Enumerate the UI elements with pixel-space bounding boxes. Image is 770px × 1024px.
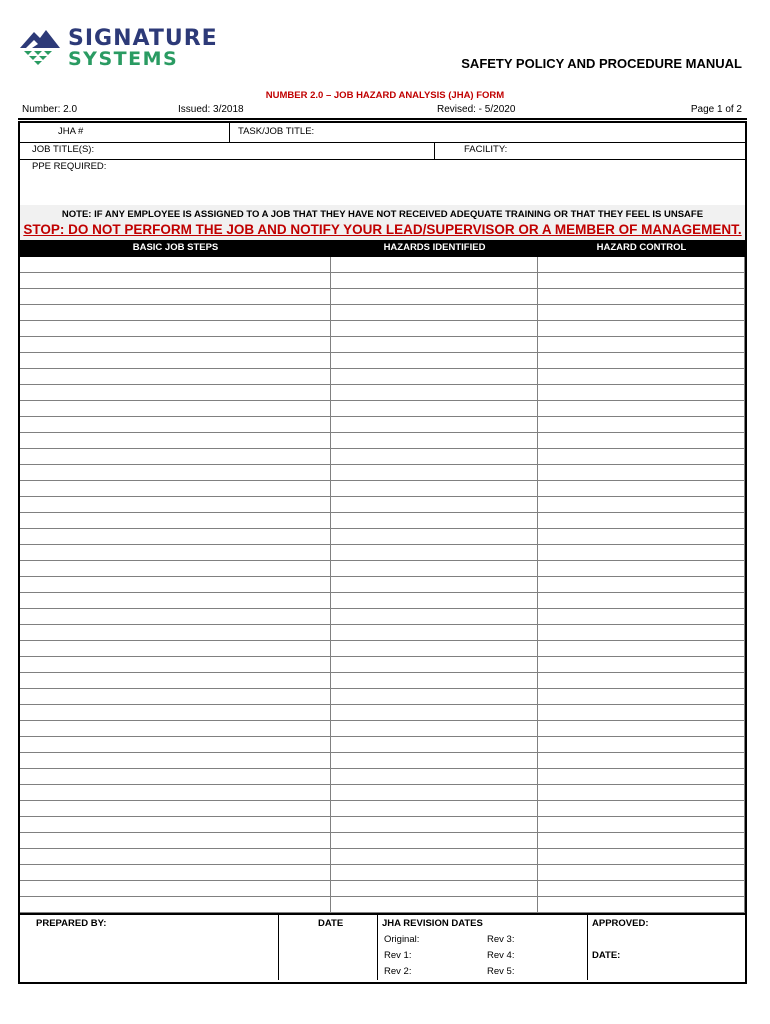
table-row — [20, 689, 745, 705]
job-step-cell[interactable] — [20, 417, 331, 433]
hazard-cell[interactable] — [331, 721, 538, 737]
table-row — [20, 833, 745, 849]
job-step-cell[interactable] — [20, 289, 331, 305]
hazard-cell[interactable] — [331, 689, 538, 705]
table-row — [20, 545, 745, 561]
job-titles-field[interactable] — [20, 141, 432, 157]
control-cell[interactable] — [538, 705, 745, 721]
job-step-cell[interactable] — [20, 849, 331, 865]
job-step-cell[interactable] — [20, 641, 331, 657]
hazard-cell[interactable] — [331, 465, 538, 481]
table-row — [20, 673, 745, 689]
table-row — [20, 353, 745, 369]
hazard-cell[interactable] — [331, 705, 538, 721]
hazard-cell[interactable] — [331, 321, 538, 337]
revision-rev4: Rev 4: — [487, 950, 515, 961]
control-cell[interactable] — [538, 689, 745, 705]
table-row — [20, 593, 745, 609]
hazard-cell[interactable] — [331, 785, 538, 801]
control-cell[interactable] — [538, 337, 745, 353]
doc-issued: Issued: 3/2018 — [178, 104, 244, 115]
job-step-cell[interactable] — [20, 705, 331, 721]
revision-rev3: Rev 3: — [487, 934, 515, 945]
control-cell[interactable] — [538, 449, 745, 465]
control-cell[interactable] — [538, 833, 745, 849]
control-cell[interactable] — [538, 897, 745, 913]
control-cell[interactable] — [538, 465, 745, 481]
control-cell[interactable] — [538, 433, 745, 449]
control-cell[interactable] — [538, 497, 745, 513]
control-cell[interactable] — [538, 305, 745, 321]
job-step-cell[interactable] — [20, 321, 331, 337]
revision-original: Original: — [384, 934, 420, 945]
hazard-cell[interactable] — [331, 417, 538, 433]
prepared-by-label: PREPARED BY: — [36, 918, 107, 929]
hazard-cell[interactable] — [331, 497, 538, 513]
control-cell[interactable] — [538, 737, 745, 753]
control-cell[interactable] — [538, 401, 745, 417]
job-step-cell[interactable] — [20, 833, 331, 849]
job-titles-label: JOB TITLE(S): — [32, 144, 95, 155]
job-step-cell[interactable] — [20, 497, 331, 513]
doc-number: Number: 2.0 — [22, 104, 78, 115]
control-cell[interactable] — [538, 753, 745, 769]
hazard-cell[interactable] — [331, 881, 538, 897]
date-label: DATE — [318, 918, 344, 929]
job-step-cell[interactable] — [20, 305, 331, 321]
job-step-cell[interactable] — [20, 273, 331, 289]
table-row — [20, 657, 745, 673]
stop-warning: STOP: DO NOT PERFORM THE JOB AND NOTIFY YOUR LEAD/SUPERVISOR OR A MEMBER OF MANAGEMENT. — [23, 222, 742, 237]
hazard-cell[interactable] — [331, 289, 538, 305]
table-row — [20, 721, 745, 737]
job-step-cell[interactable] — [20, 385, 331, 401]
job-step-cell[interactable] — [20, 577, 331, 593]
table-row — [20, 513, 745, 529]
hazard-cell[interactable] — [331, 353, 538, 369]
hazard-cell[interactable] — [331, 753, 538, 769]
table-row — [20, 289, 745, 305]
job-step-cell[interactable] — [20, 737, 331, 753]
control-cell[interactable] — [538, 481, 745, 497]
job-step-cell[interactable] — [20, 401, 331, 417]
table-row — [20, 369, 745, 385]
job-step-cell[interactable] — [20, 657, 331, 673]
table-row — [20, 737, 745, 753]
hazard-cell[interactable] — [331, 561, 538, 577]
jha-number-field[interactable] — [20, 123, 227, 140]
job-step-cell[interactable] — [20, 337, 331, 353]
table-row — [20, 753, 745, 769]
hazard-cell[interactable] — [331, 401, 538, 417]
hazard-cell[interactable] — [331, 385, 538, 401]
control-cell[interactable] — [538, 289, 745, 305]
ppe-required-label: PPE REQUIRED: — [32, 161, 107, 172]
table-row — [20, 801, 745, 817]
control-cell[interactable] — [538, 785, 745, 801]
ppe-required-field[interactable] — [20, 158, 743, 204]
approved-date-field[interactable] — [588, 962, 743, 979]
approved-field[interactable] — [588, 929, 743, 947]
control-cell[interactable] — [538, 673, 745, 689]
table-row — [20, 433, 745, 449]
hazard-cell[interactable] — [331, 737, 538, 753]
table-row — [20, 497, 745, 513]
mountain-logo-icon — [18, 26, 62, 66]
control-cell[interactable] — [538, 593, 745, 609]
table-row — [20, 385, 745, 401]
job-step-cell[interactable] — [20, 465, 331, 481]
prepared-by-field[interactable] — [20, 929, 276, 979]
control-cell[interactable] — [538, 625, 745, 641]
form-number-title: NUMBER 2.0 – JOB HAZARD ANALYSIS (JHA) FORM — [265, 90, 505, 101]
control-cell[interactable] — [538, 577, 745, 593]
control-cell[interactable] — [538, 721, 745, 737]
safety-note: NOTE: IF ANY EMPLOYEE IS ASSIGNED TO A JOB THAT THEY HAVE NOT RECEIVED ADEQUATE TRAINING OR THAT THEY FEEL IS UNSAFE — [61, 209, 704, 220]
control-cell[interactable] — [538, 321, 745, 337]
job-step-cell[interactable] — [20, 769, 331, 785]
table-row — [20, 561, 745, 577]
page-number: Page 1 of 2 — [690, 104, 742, 115]
table-row — [20, 321, 745, 337]
table-row — [20, 609, 745, 625]
revision-rev1: Rev 1: — [384, 950, 412, 961]
job-step-cell[interactable] — [20, 625, 331, 641]
hazard-cell[interactable] — [331, 673, 538, 689]
table-row — [20, 817, 745, 833]
control-cell[interactable] — [538, 257, 745, 273]
job-step-cell[interactable] — [20, 545, 331, 561]
job-step-cell[interactable] — [20, 433, 331, 449]
job-step-cell[interactable] — [20, 865, 331, 881]
job-step-cell[interactable] — [20, 449, 331, 465]
control-cell[interactable] — [538, 769, 745, 785]
control-cell[interactable] — [538, 529, 745, 545]
hazard-cell[interactable] — [331, 849, 538, 865]
table-row — [20, 625, 745, 641]
hazard-cell[interactable] — [331, 593, 538, 609]
hazard-cell[interactable] — [331, 865, 538, 881]
column-header-steps: BASIC JOB STEPS — [132, 242, 219, 253]
job-step-cell[interactable] — [20, 785, 331, 801]
jha-number-label: JHA # — [58, 126, 84, 137]
job-step-cell[interactable] — [20, 609, 331, 625]
column-header-controls: HAZARD CONTROL — [596, 242, 687, 253]
table-row — [20, 257, 745, 273]
task-title-field[interactable] — [229, 123, 743, 140]
table-row — [20, 305, 745, 321]
table-row — [20, 417, 745, 433]
job-step-cell[interactable] — [20, 257, 331, 273]
task-title-label: TASK/JOB TITLE: — [238, 126, 315, 137]
job-step-cell[interactable] — [20, 753, 331, 769]
divider — [377, 915, 378, 980]
header-divider — [18, 118, 747, 120]
company-logo — [18, 26, 228, 72]
hazard-cell[interactable] — [331, 833, 538, 849]
hazard-cell[interactable] — [331, 769, 538, 785]
table-row — [20, 401, 745, 417]
jha-table-body — [20, 257, 745, 913]
revision-rev2: Rev 2: — [384, 966, 412, 977]
control-cell[interactable] — [538, 849, 745, 865]
hazard-cell[interactable] — [331, 305, 538, 321]
signoff-section — [20, 915, 745, 980]
job-step-cell[interactable] — [20, 529, 331, 545]
control-cell[interactable] — [538, 561, 745, 577]
hazard-cell[interactable] — [331, 897, 538, 913]
table-row — [20, 705, 745, 721]
table-row — [20, 785, 745, 801]
job-step-cell[interactable] — [20, 369, 331, 385]
job-step-cell[interactable] — [20, 593, 331, 609]
doc-revised: Revised: - 5/2020 — [437, 104, 516, 115]
control-cell[interactable] — [538, 817, 745, 833]
control-cell[interactable] — [538, 881, 745, 897]
logo-wordmark-bottom: SYSTEMS — [68, 48, 179, 70]
job-step-cell[interactable] — [20, 561, 331, 577]
job-step-cell[interactable] — [20, 513, 331, 529]
job-step-cell[interactable] — [20, 673, 331, 689]
table-row — [20, 577, 745, 593]
approved-label: APPROVED: — [592, 918, 649, 929]
table-row — [20, 769, 745, 785]
job-step-cell[interactable] — [20, 353, 331, 369]
table-row — [20, 849, 745, 865]
revision-dates-title: JHA REVISION DATES — [382, 918, 483, 929]
job-step-cell[interactable] — [20, 801, 331, 817]
prepared-date-field[interactable] — [279, 929, 376, 979]
table-header — [20, 240, 745, 257]
table-row — [20, 529, 745, 545]
table-row — [20, 337, 745, 353]
column-header-hazards: HAZARDS IDENTIFIED — [383, 242, 486, 253]
control-cell[interactable] — [538, 801, 745, 817]
job-step-cell[interactable] — [20, 481, 331, 497]
hazard-cell[interactable] — [331, 817, 538, 833]
table-row — [20, 465, 745, 481]
control-cell[interactable] — [538, 513, 745, 529]
control-cell[interactable] — [538, 609, 745, 625]
job-step-cell[interactable] — [20, 817, 331, 833]
table-row — [20, 273, 745, 289]
control-cell[interactable] — [538, 385, 745, 401]
control-cell[interactable] — [538, 369, 745, 385]
control-cell[interactable] — [538, 657, 745, 673]
job-step-cell[interactable] — [20, 881, 331, 897]
approved-date-label: DATE: — [592, 950, 621, 961]
table-row — [20, 897, 745, 913]
control-cell[interactable] — [538, 417, 745, 433]
hazard-cell[interactable] — [331, 257, 538, 273]
hazard-cell[interactable] — [331, 273, 538, 289]
facility-field[interactable] — [434, 141, 743, 157]
hazard-cell[interactable] — [331, 801, 538, 817]
hazard-cell[interactable] — [331, 625, 538, 641]
control-cell[interactable] — [538, 273, 745, 289]
control-cell[interactable] — [538, 353, 745, 369]
hazard-cell[interactable] — [331, 545, 538, 561]
table-row — [20, 449, 745, 465]
hazard-cell[interactable] — [331, 609, 538, 625]
hazard-cell[interactable] — [331, 641, 538, 657]
job-step-cell[interactable] — [20, 897, 331, 913]
job-step-cell[interactable] — [20, 721, 331, 737]
manual-title: SAFETY POLICY AND PROCEDURE MANUAL — [461, 56, 742, 71]
control-cell[interactable] — [538, 865, 745, 881]
job-step-cell[interactable] — [20, 689, 331, 705]
hazard-cell[interactable] — [331, 449, 538, 465]
logo-wordmark-top: SIGNATURE — [68, 26, 218, 51]
hazard-cell[interactable] — [331, 577, 538, 593]
hazard-cell[interactable] — [331, 513, 538, 529]
facility-label: FACILITY: — [464, 144, 508, 155]
table-row — [20, 881, 745, 897]
revision-rev5: Rev 5: — [487, 966, 515, 977]
hazard-cell[interactable] — [331, 369, 538, 385]
table-row — [20, 481, 745, 497]
hazard-cell[interactable] — [331, 433, 538, 449]
table-row — [20, 641, 745, 657]
hazard-cell[interactable] — [331, 529, 538, 545]
hazard-cell[interactable] — [331, 337, 538, 353]
table-row — [20, 865, 745, 881]
control-cell[interactable] — [538, 641, 745, 657]
control-cell[interactable] — [538, 545, 745, 561]
hazard-cell[interactable] — [331, 657, 538, 673]
hazard-cell[interactable] — [331, 481, 538, 497]
